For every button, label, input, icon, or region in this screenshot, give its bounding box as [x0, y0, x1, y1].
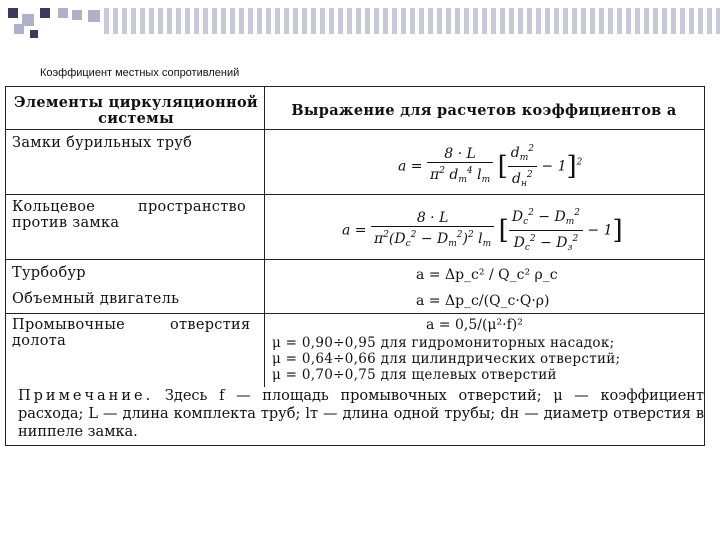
mu-line-3: μ = 0,70÷0,75 для щелевых отверстий — [272, 367, 557, 383]
page-caption: Коэффициент местных сопротивлений — [40, 67, 240, 79]
table-line-row3 — [6, 313, 704, 314]
decor-square-1 — [8, 8, 18, 18]
scanned-table — [5, 86, 705, 446]
decor-square-4 — [30, 30, 38, 38]
header-col1: Элементы циркуляционной системы — [14, 94, 258, 127]
formula-nozzles: a = 0,5/(μ²·f)² — [426, 317, 523, 333]
row-label-motor: Объемный двигатель — [12, 291, 180, 307]
row-label-nozzles-right: отверстия — [170, 317, 251, 333]
decor-square-8 — [88, 10, 100, 22]
header-col2: Выражение для расчетов коэффициентов a — [291, 102, 677, 119]
table-line-row1 — [6, 194, 704, 195]
decor-square-3 — [14, 24, 24, 34]
formula-annulus: a = $\frac{8 \cdot L}{\pi^2(D_c^2 - D_т^2)^2 l_т}$ [ $\frac{D_c^2 - D_т^2}{D_c^2 - D_з^2}$ − 1] — [342, 205, 623, 256]
table-divider — [264, 87, 265, 387]
mu-line-1: μ = 0,90÷0,95 для гидромониторных насадок; — [272, 335, 615, 351]
decor-square-5 — [40, 8, 50, 18]
table-note — [18, 387, 704, 441]
decor-square-6 — [58, 8, 68, 18]
formula-turbobur: a = Δp_c² / Q_c² ρ_c — [416, 267, 558, 283]
table-line-top — [6, 129, 704, 130]
row-label-annulus-right: пространство — [138, 199, 247, 215]
row-label-turbobur: Турбобур — [12, 265, 86, 281]
row-label-nozzles-line2: долота — [12, 333, 67, 349]
row-label-annulus-line2: против замка — [12, 215, 120, 231]
row-label-annulus-left: Кольцевое — [12, 199, 96, 215]
table-line-row2 — [6, 259, 704, 260]
row-label-locks: Замки бурильных труб — [12, 135, 193, 151]
row-label-nozzles-left: Промывочные — [12, 317, 126, 333]
formula-locks: a = $\frac{8 \cdot L}{\pi^2 d_т^4 l_т}$ [ $\frac{d_т^2}{d_н^2}$ − 1]$^2$ — [398, 141, 582, 192]
formula-motor: a = Δp_c/(Q_c·Q·ρ) — [416, 293, 550, 309]
note-text: Здесь f — площадь промывочных отверстий; μ — коэффициент расхода; L — длина комплекта труб; lт — длина одной трубы; dн — диаметр отверстия в ниппеле замка. — [18, 388, 704, 440]
note-prefix: Примечание. — [18, 388, 154, 404]
decor-stripe — [104, 8, 720, 34]
mu-line-2: μ = 0,64÷0,66 для цилиндрических отверстий; — [272, 351, 621, 367]
decor-square-7 — [72, 10, 82, 20]
